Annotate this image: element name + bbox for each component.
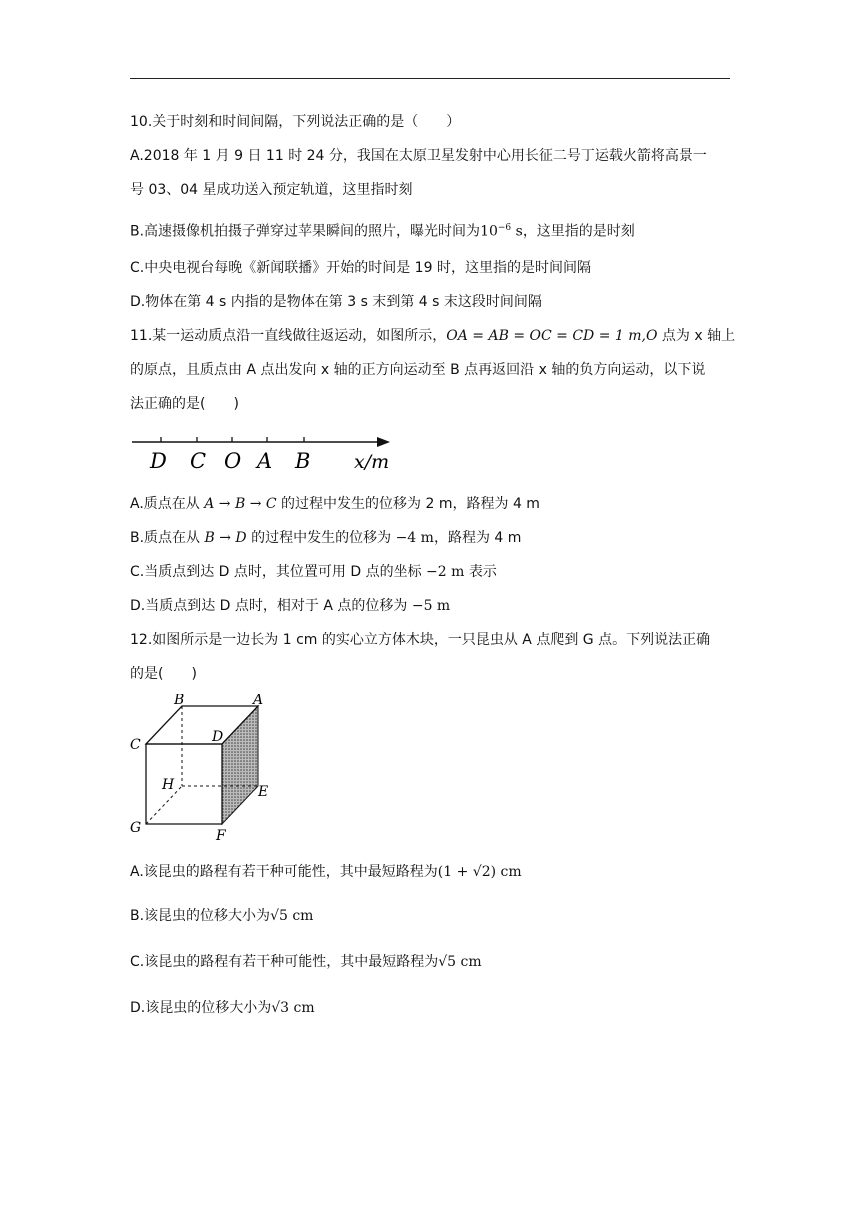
q12-option-b: [130, 906, 313, 926]
q11-b-path: B → D: [204, 530, 247, 546]
q11-d-val: −5 m: [411, 598, 451, 614]
q10-b-unit: s: [511, 223, 523, 240]
q11-stem-post: 点为 x 轴上: [657, 328, 736, 344]
cube-figure: [126, 694, 276, 844]
q11-a-path: A → B → C: [204, 496, 277, 512]
cube-label-e: E: [258, 784, 269, 800]
q12-b-val: √5 cm: [270, 908, 314, 924]
q11-b-val: −4 m: [395, 530, 434, 546]
q12-a-val: (1 + √2) cm: [437, 864, 522, 880]
q11-stem-line3: 法正确的是( ): [130, 396, 239, 412]
label-o: O: [224, 449, 242, 473]
q12-option-d: [130, 998, 315, 1018]
cube-label-c: C: [130, 737, 141, 753]
q11-c-post: 表示: [464, 564, 497, 580]
q10-b-post: ，这里指的是时刻: [522, 223, 635, 240]
q12-stem-line2: 的是( ): [130, 666, 197, 682]
q12-option-c: [130, 952, 482, 972]
q11-c-val: −2 m: [426, 564, 465, 580]
q11-option-a: [130, 494, 540, 514]
label-xm: x/m: [354, 451, 390, 473]
cube-front-face: [146, 744, 222, 824]
q10-option-c: C.中央电视台每晚《新闻联播》开始的时间是 19 时，这里指的是时间间隔: [130, 260, 591, 276]
q10-option-a-line1: A.2018 年 1 月 9 日 11 时 24 分，我国在太原卫星发射中心用长征二号丁运载火箭将高景一: [130, 148, 707, 164]
q11-stem-line2: 的原点，且质点由 A 点出发向 x 轴的正方向运动至 B 点再返回沿 x 轴的负方向运动，以下说: [130, 362, 706, 378]
header-rule: [130, 78, 730, 79]
label-c: C: [190, 449, 207, 473]
q10-option-b: [130, 218, 635, 242]
q12-b-pre: B.该昆虫的位移大小为: [130, 908, 271, 924]
q11-option-b: [130, 528, 521, 548]
q12-d-pre: D.该昆虫的位移大小为: [130, 1000, 272, 1016]
cube-label-f: F: [216, 828, 226, 844]
q12-c-pre: C.该昆虫的路程有若干种可能性，其中最短路程为: [130, 954, 439, 970]
q10-stem: 10.关于时刻和时间间隔，下列说法正确的是（ ）: [130, 114, 461, 130]
number-line-arrow: [377, 437, 390, 447]
cube-label-d: D: [212, 729, 224, 745]
q11-b-mid: 的过程中发生的位移为: [246, 530, 396, 546]
q12-d-val: √3 cm: [271, 1000, 315, 1016]
q10-b-exp: −6: [497, 223, 512, 233]
q11-option-c: [130, 562, 497, 582]
q11-a-post: 的过程中发生的位移为 2 m，路程为 4 m: [276, 496, 540, 512]
cube-label-g: G: [130, 820, 142, 836]
q11-stem-pre: 11.某一运动质点沿一直线做往返运动，如图所示，: [130, 328, 447, 344]
cube-label-a: A: [253, 694, 264, 708]
cube-label-h: H: [162, 777, 175, 793]
q10-option-d: D.物体在第 4 s 内指的是物体在第 3 s 末到第 4 s 末这段时间间隔: [130, 294, 542, 310]
q11-c-pre: C.当质点到达 D 点时，其位置可用 D 点的坐标: [130, 564, 427, 580]
q11-d-pre: D.当质点到达 D 点时，相对于 A 点的位移为: [130, 598, 412, 614]
label-a: A: [257, 449, 273, 473]
q11-stem-eq: OA = AB = OC = CD = 1 m,O: [446, 328, 658, 344]
label-b: B: [295, 449, 311, 473]
q11-b-pre: B.质点在从: [130, 530, 205, 546]
q11-b-post: ，路程为 4 m: [433, 530, 522, 546]
q11-stem-line1: [130, 326, 735, 346]
q12-a-pre: A.该昆虫的路程有若干种可能性，其中最短路程为: [130, 864, 438, 880]
q12-stem-line1: 12.如图所示是一边长为 1 cm 的实心立方体木块，一只昆虫从 A 点爬到 G 点。下列说法正确: [130, 632, 711, 648]
cube-shaded-face: [222, 706, 258, 824]
q10-b-pre: B.高速摄像机拍摄子弹穿过苹果瞬间的照片，曝光时间为: [130, 223, 481, 240]
q12-option-a: [130, 862, 522, 882]
q10-option-a-line2: 号 03、04 星成功送入预定轨道，这里指时刻: [130, 182, 413, 198]
cube-label-b: B: [174, 694, 185, 708]
label-d: D: [150, 449, 167, 473]
q11-option-d: [130, 596, 450, 616]
q12-c-val: √5 cm: [438, 954, 482, 970]
q10-b-base: 10: [480, 223, 498, 240]
q11-a-pre: A.质点在从: [130, 496, 205, 512]
number-line-figure: [128, 430, 398, 474]
